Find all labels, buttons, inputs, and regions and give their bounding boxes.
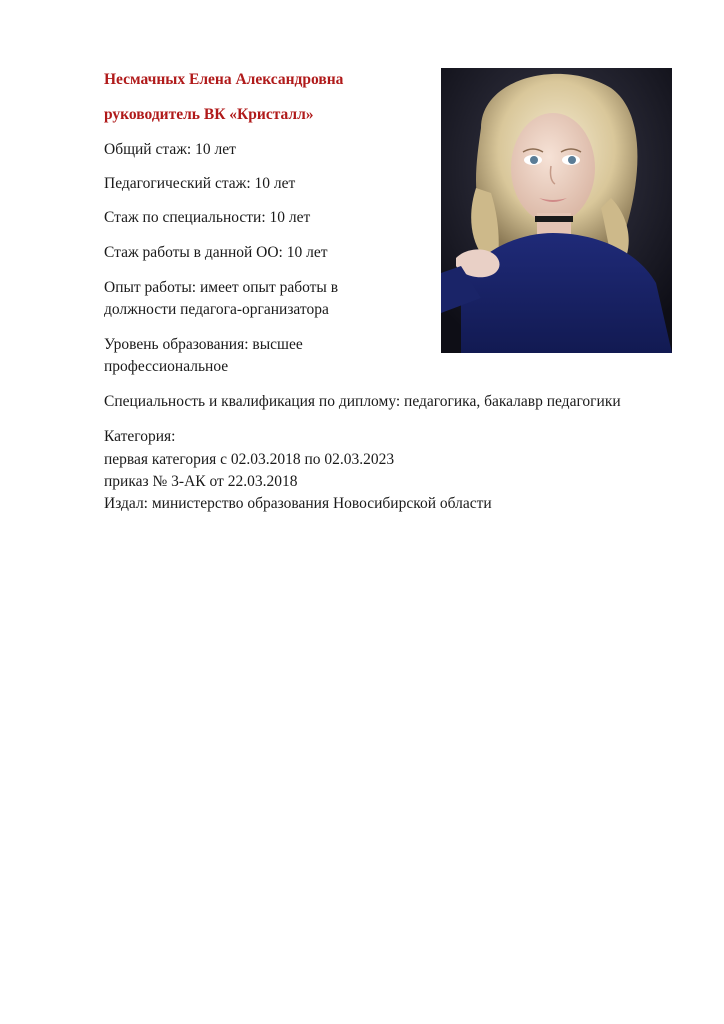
qualification: Специальность и квалификация по диплому: педагогика, бакалавр педагогики [104, 393, 621, 410]
work-experience-line1: Опыт работы: имеет опыт работы в [104, 279, 339, 296]
teacher-photo [441, 68, 672, 353]
total-experience: Общий стаж: 10 лет [104, 141, 236, 158]
category-value: первая категория с 02.03.2018 по 02.03.2023 [104, 451, 395, 468]
education-line2: профессиональное [104, 358, 229, 375]
work-experience-line2: должности педагога-организатора [104, 301, 329, 318]
pedagogical-experience: Педагогический стаж: 10 лет [104, 175, 296, 192]
order-number: приказ № 3-АК от 22.03.2018 [104, 473, 298, 490]
issued-by: Издал: министерство образования Новосибирской области [104, 495, 492, 512]
education-line1: Уровень образования: высшее [104, 336, 303, 353]
teacher-name: Несмачных Елена Александровна [104, 71, 344, 88]
category-label: Категория: [104, 428, 176, 445]
org-experience: Стаж работы в данной ОО: 10 лет [104, 244, 328, 261]
specialty-experience: Стаж по специальности: 10 лет [104, 209, 311, 226]
teacher-position: руководитель ВК «Кристалл» [104, 106, 314, 123]
